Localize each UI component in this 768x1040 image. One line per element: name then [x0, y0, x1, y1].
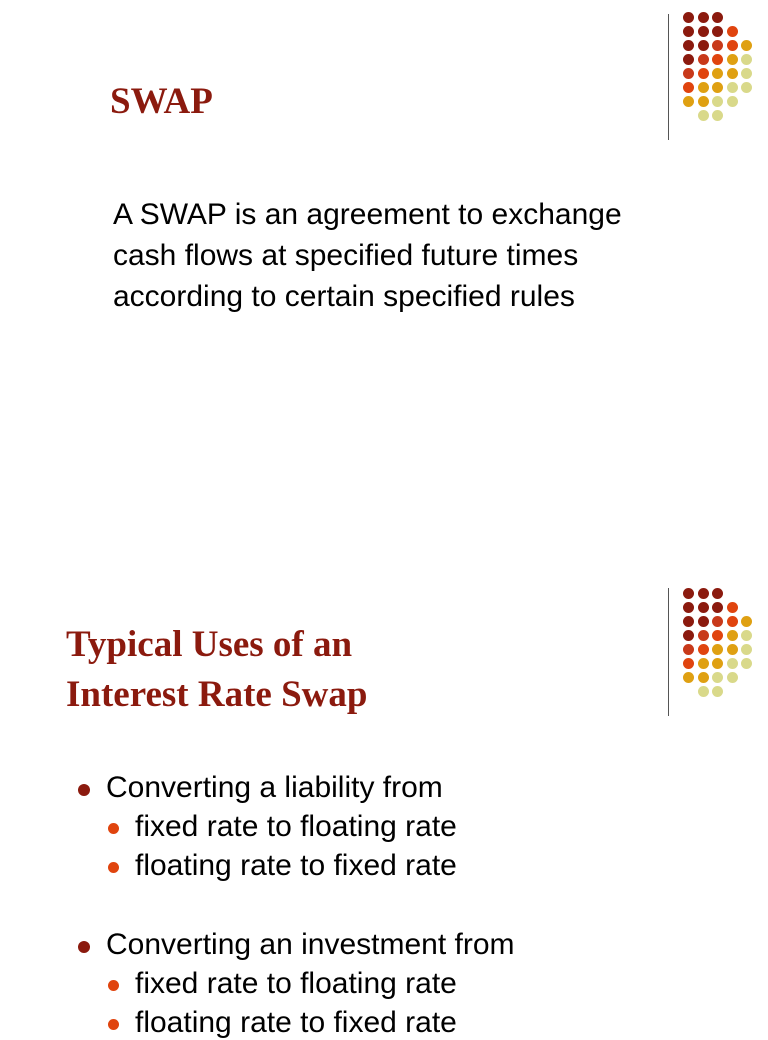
- decorative-dot: [683, 82, 694, 93]
- decorative-dot: [741, 82, 752, 93]
- sub-bullet-text: floating rate to fixed rate: [135, 1006, 457, 1039]
- decorative-dot: [727, 68, 738, 79]
- decorative-dot: [698, 68, 709, 79]
- decorative-dot: [683, 26, 694, 37]
- slide-title-line-2: Interest Rate Swap: [66, 674, 368, 715]
- slide-1: [0, 0, 768, 512]
- decorative-dot: [683, 96, 694, 107]
- decorative-dot: [712, 54, 723, 65]
- decorative-dot: [727, 82, 738, 93]
- vertical-rule: [668, 14, 669, 140]
- sub-bullet-item: [108, 849, 457, 883]
- decorative-dot: [712, 12, 723, 23]
- decorative-dot: [698, 54, 709, 65]
- bullet-text: Converting an investment from: [106, 928, 515, 961]
- decorative-dot: [727, 26, 738, 37]
- decorative-dot: [698, 26, 709, 37]
- decorative-dot: [727, 96, 738, 107]
- sub-bullet-text: fixed rate to floating rate: [135, 810, 457, 843]
- slide-title-line-1: Typical Uses of an: [66, 624, 353, 665]
- sub-bullet-item: [108, 810, 457, 844]
- sub-bullet-item: [108, 1006, 457, 1040]
- decorative-dot: [712, 82, 723, 93]
- sub-bullet-text: floating rate to fixed rate: [135, 849, 457, 882]
- decorative-dot: [712, 96, 723, 107]
- decorative-dot: [727, 54, 738, 65]
- decorative-dot: [741, 40, 752, 51]
- slide-body-text: A SWAP is an agreement to exchange cash flows at specified future times according to certain specified rules: [113, 198, 622, 313]
- decorative-dot: [712, 26, 723, 37]
- decorative-dot: [741, 68, 752, 79]
- decorative-dot: [698, 96, 709, 107]
- sub-bullet-text: fixed rate to floating rate: [135, 967, 457, 1000]
- decorative-dot: [727, 40, 738, 51]
- decorative-dot: [741, 54, 752, 65]
- decorative-dot: [698, 110, 709, 121]
- sub-bullet-item: [108, 967, 457, 1001]
- decorative-dot: [712, 40, 723, 51]
- decorative-dot: [683, 54, 694, 65]
- bullet-item: [80, 928, 515, 962]
- decorative-dot: [712, 110, 723, 121]
- decorative-dot: [698, 12, 709, 23]
- bullet-item: [80, 771, 443, 805]
- decorative-dot: [712, 68, 723, 79]
- bullet-list: [0, 512, 768, 1039]
- decorative-dot: [683, 40, 694, 51]
- decorative-dot: [698, 40, 709, 51]
- slide-2: [0, 512, 768, 1039]
- slide-title: SWAP: [110, 81, 213, 122]
- bullet-text: Converting a liability from: [106, 771, 443, 804]
- dot-matrix-decoration: [683, 12, 755, 122]
- decorative-dot: [683, 68, 694, 79]
- decorative-dot: [683, 12, 694, 23]
- decorative-dot: [698, 82, 709, 93]
